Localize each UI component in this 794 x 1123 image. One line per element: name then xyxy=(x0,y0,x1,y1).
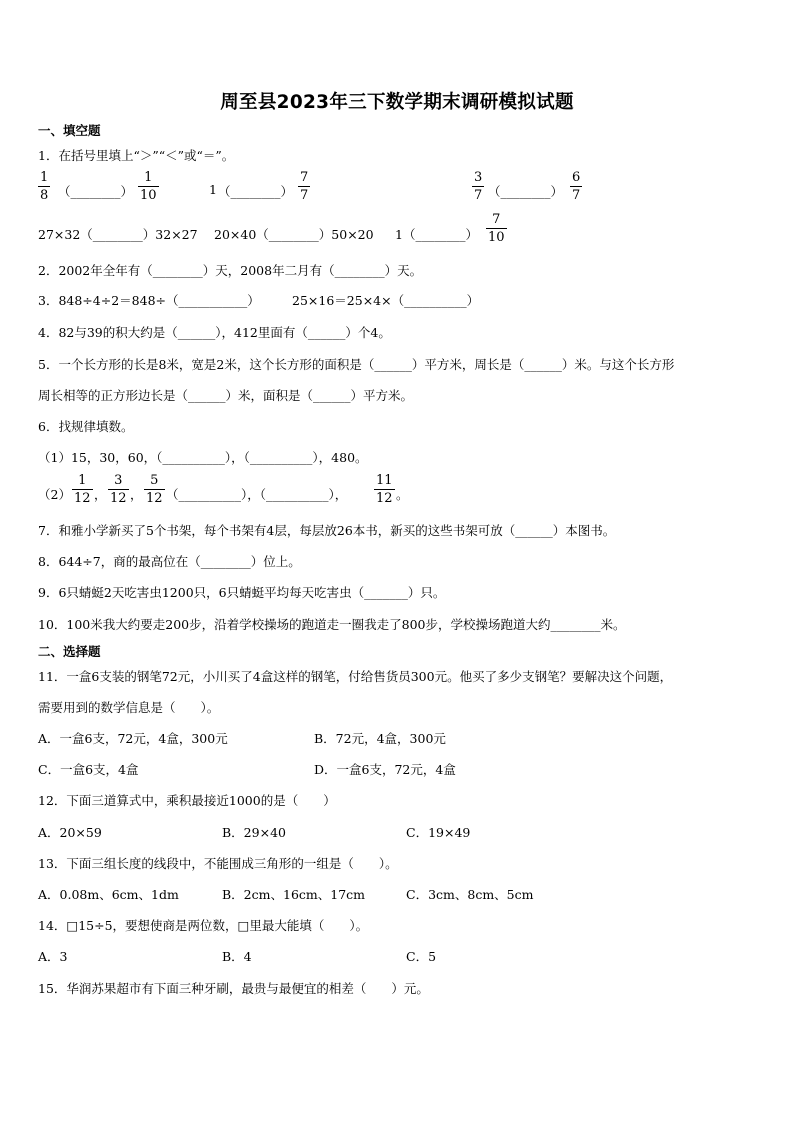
section-fill-in-blanks: 一、填空题 xyxy=(38,123,101,138)
question-1-stem: 1．在括号里填上“＞”“＜”或“＝”。 xyxy=(38,148,235,163)
answer-blank[interactable]: （________） xyxy=(488,184,564,199)
denominator: 7 xyxy=(572,188,581,203)
question-13: 13．下面三组长度的线段中，不能围成三角形的一组是（ ）。 xyxy=(38,856,398,871)
question-13-option-b[interactable]: B．2cm、16cm、17cm xyxy=(222,887,366,902)
question-10: 10．100米我大约要走200步，沿着学校操场的跑道走一圈我走了800步，学校操场跑道大约________米。 xyxy=(38,617,626,632)
numerator: 11 xyxy=(376,473,393,488)
question-13-option-c[interactable]: C．3cm、8cm、5cm xyxy=(406,887,534,902)
numerator: 5 xyxy=(150,473,159,488)
period: 。 xyxy=(396,487,409,502)
question-11-option-a[interactable]: A．一盒6支，72元，4盒，300元 xyxy=(38,731,228,746)
denominator: 10 xyxy=(140,188,157,203)
fraction-1-12 xyxy=(72,474,93,505)
comma: ， xyxy=(94,487,107,502)
numerator: 3 xyxy=(114,473,123,488)
question-13-option-a[interactable]: A．0.08m、6cm、1dm xyxy=(38,887,179,902)
question-5-line-1: 5．一个长方形的长是8米，宽是2米，这个长方形的面积是（______）平方米，周长是（______）米。与这个长方形 xyxy=(38,357,675,372)
question-6: 6．找规律填数。 xyxy=(38,419,134,434)
numerator: 1 xyxy=(40,170,49,185)
fraction-7-10 xyxy=(486,213,507,244)
question-4: 4．82与39的积大约是（______），412里面有（______）个4。 xyxy=(38,325,391,340)
question-6-part-2-label: （2） xyxy=(38,487,71,502)
compare-1: 1（________） xyxy=(395,227,478,242)
question-9: 9．6只蜻蜓2天吃害虫1200只，6只蜻蜓平均每天吃害虫（_______）只。 xyxy=(38,585,446,600)
numerator: 7 xyxy=(492,212,501,227)
question-14-option-c[interactable]: C．5 xyxy=(406,949,437,964)
numerator: 3 xyxy=(474,170,483,185)
fraction-1-10 xyxy=(138,171,159,202)
question-14-option-b[interactable]: B．4 xyxy=(222,949,252,964)
denominator: 7 xyxy=(474,188,483,203)
question-11-option-d[interactable]: D．一盒6支，72元，4盒 xyxy=(314,762,456,777)
numerator: 1 xyxy=(144,170,153,185)
question-11-line-1: 11．一盒6支装的钢笔72元，小川买了4盒这样的钢笔，付给售货员300元。他买了多少支钢笔？要解决这个问题， xyxy=(38,669,673,684)
question-6-part-2-blanks[interactable]: （__________），（__________）， xyxy=(166,487,348,502)
question-3-part-a: 3．848÷4÷2＝848÷（___________） xyxy=(38,293,260,308)
denominator: 10 xyxy=(488,230,505,245)
page-title: 周至县2023年三下数学期末调研模拟试题 xyxy=(220,92,574,113)
question-7: 7．和雅小学新买了5个书架，每个书架有4层，每层放26本书，新买的这些书架可放（______）本图书。 xyxy=(38,523,616,538)
question-12: 12．下面三道算式中，乘积最接近1000的是（ ） xyxy=(38,793,336,808)
question-12-option-a[interactable]: A．20×59 xyxy=(38,825,102,840)
denominator: 12 xyxy=(146,491,163,506)
section-multiple-choice: 二、选择题 xyxy=(38,644,101,659)
comma: ， xyxy=(130,487,143,502)
question-3-part-b: 25×16＝25×4×（__________） xyxy=(292,293,480,308)
question-8: 8．644÷7，商的最高位在（________）位上。 xyxy=(38,554,301,569)
denominator: 12 xyxy=(376,491,393,506)
question-11-option-c[interactable]: C．一盒6支，4盒 xyxy=(38,762,139,777)
fraction-11-12 xyxy=(374,474,395,505)
compare-27x32: 27×32（________）32×27 xyxy=(38,227,198,242)
question-6-part-1: （1）15，30，60，（__________），（__________），480。 xyxy=(38,450,368,465)
question-12-option-c[interactable]: C．19×49 xyxy=(406,825,471,840)
answer-blank[interactable]: （________） xyxy=(218,184,294,199)
compare-20x40: 20×40（________）50×20 xyxy=(214,227,374,242)
denominator: 12 xyxy=(110,491,127,506)
denominator: 12 xyxy=(74,491,91,506)
question-11-line-2: 需要用到的数学信息是（ ）。 xyxy=(38,700,220,715)
fraction-5-12 xyxy=(144,474,165,505)
question-5-line-2: 周长相等的正方形边长是（______）米，面积是（______）平方米。 xyxy=(38,388,414,403)
fraction-1-8 xyxy=(38,171,50,202)
question-2: 2．2002年全年有（________）天，2008年二月有（________）天。 xyxy=(38,263,423,278)
answer-blank[interactable]: （________） xyxy=(58,184,134,199)
denominator: 8 xyxy=(40,188,49,203)
fraction-6-7 xyxy=(570,171,582,202)
number-1: 1 xyxy=(209,182,217,197)
numerator: 1 xyxy=(78,473,87,488)
fraction-7-7 xyxy=(298,171,310,202)
question-14: 14．□15÷5，要想使商是两位数，□里最大能填（ ）。 xyxy=(38,918,369,933)
denominator: 7 xyxy=(300,188,309,203)
numerator: 6 xyxy=(572,170,581,185)
question-14-option-a[interactable]: A．3 xyxy=(38,949,68,964)
numerator: 7 xyxy=(300,170,309,185)
fraction-3-7 xyxy=(472,171,484,202)
question-11-option-b[interactable]: B．72元，4盒，300元 xyxy=(314,731,446,746)
question-12-option-b[interactable]: B．29×40 xyxy=(222,825,286,840)
question-15: 15．华润苏果超市有下面三种牙刷，最贵与最便宜的相差（ ）元。 xyxy=(38,981,429,996)
fraction-3-12 xyxy=(108,474,129,505)
